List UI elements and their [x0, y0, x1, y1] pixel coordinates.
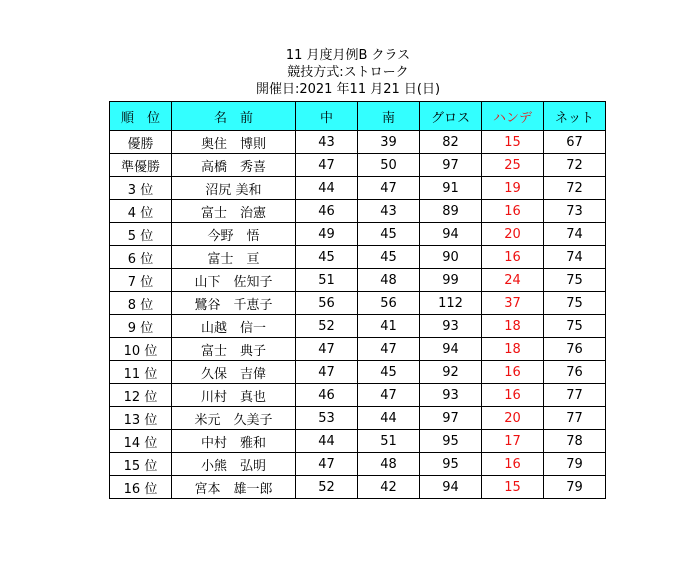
handicap-cell: 25	[482, 154, 544, 177]
front-score-cell: 43	[296, 131, 358, 154]
handicap-cell: 16	[482, 200, 544, 223]
gross-score-cell: 93	[420, 315, 482, 338]
name-cell: 今野 悟	[172, 223, 296, 246]
column-header-gross: グロス	[420, 102, 482, 131]
rank-cell: 14 位	[110, 430, 172, 453]
handicap-cell: 18	[482, 315, 544, 338]
gross-score-cell: 89	[420, 200, 482, 223]
name-cell: 富士 治憲	[172, 200, 296, 223]
table-row	[110, 384, 606, 407]
back-score-cell: 56	[358, 292, 420, 315]
gross-score-cell: 112	[420, 292, 482, 315]
gross-score-cell: 97	[420, 154, 482, 177]
column-header-net: ネット	[544, 102, 606, 131]
handicap-cell: 16	[482, 453, 544, 476]
rank-cell: 3 位	[110, 177, 172, 200]
back-score-cell: 45	[358, 361, 420, 384]
front-score-cell: 47	[296, 361, 358, 384]
handicap-cell: 24	[482, 269, 544, 292]
rank-cell: 9 位	[110, 315, 172, 338]
name-cell: 小熊 弘明	[172, 453, 296, 476]
table-row	[110, 131, 606, 154]
name-cell: 川村 真也	[172, 384, 296, 407]
table-row	[110, 476, 606, 499]
net-score-cell: 75	[544, 269, 606, 292]
net-score-cell: 76	[544, 338, 606, 361]
handicap-cell: 16	[482, 384, 544, 407]
net-score-cell: 76	[544, 361, 606, 384]
net-score-cell: 74	[544, 246, 606, 269]
rank-cell: 10 位	[110, 338, 172, 361]
gross-score-cell: 90	[420, 246, 482, 269]
front-score-cell: 52	[296, 476, 358, 499]
gross-score-cell: 97	[420, 407, 482, 430]
net-score-cell: 73	[544, 200, 606, 223]
front-score-cell: 47	[296, 453, 358, 476]
gross-score-cell: 82	[420, 131, 482, 154]
name-cell: 久保 吉偉	[172, 361, 296, 384]
name-cell: 沼尻 美和	[172, 177, 296, 200]
rank-cell: 11 位	[110, 361, 172, 384]
net-score-cell: 72	[544, 177, 606, 200]
back-score-cell: 51	[358, 430, 420, 453]
table-row	[110, 154, 606, 177]
table-header	[110, 102, 606, 131]
back-score-cell: 50	[358, 154, 420, 177]
gross-score-cell: 93	[420, 384, 482, 407]
gross-score-cell: 95	[420, 453, 482, 476]
gross-score-cell: 95	[420, 430, 482, 453]
table-row	[110, 223, 606, 246]
gross-score-cell: 92	[420, 361, 482, 384]
handicap-cell: 18	[482, 338, 544, 361]
handicap-cell: 15	[482, 131, 544, 154]
front-score-cell: 45	[296, 246, 358, 269]
gross-score-cell: 99	[420, 269, 482, 292]
rank-cell: 4 位	[110, 200, 172, 223]
front-score-cell: 44	[296, 177, 358, 200]
handicap-cell: 16	[482, 361, 544, 384]
front-score-cell: 49	[296, 223, 358, 246]
back-score-cell: 41	[358, 315, 420, 338]
front-score-cell: 51	[296, 269, 358, 292]
net-score-cell: 79	[544, 476, 606, 499]
table-row	[110, 269, 606, 292]
name-cell: 富士 亘	[172, 246, 296, 269]
table-row	[110, 200, 606, 223]
front-score-cell: 53	[296, 407, 358, 430]
rank-cell: 準優勝	[110, 154, 172, 177]
rank-cell: 6 位	[110, 246, 172, 269]
title-block	[0, 47, 696, 98]
rank-cell: 5 位	[110, 223, 172, 246]
back-score-cell: 47	[358, 338, 420, 361]
competition-date: 開催日:2021 年11 月21 日(日)	[255, 82, 441, 97]
rank-cell: 15 位	[110, 453, 172, 476]
net-score-cell: 75	[544, 292, 606, 315]
front-score-cell: 44	[296, 430, 358, 453]
rank-cell: 12 位	[110, 384, 172, 407]
competition-title: 11 月度月例B クラス	[285, 48, 411, 63]
name-cell: 中村 雅和	[172, 430, 296, 453]
column-header-front: 中	[296, 102, 358, 131]
front-score-cell: 46	[296, 384, 358, 407]
gross-score-cell: 94	[420, 338, 482, 361]
table-row	[110, 361, 606, 384]
net-score-cell: 74	[544, 223, 606, 246]
back-score-cell: 48	[358, 453, 420, 476]
front-score-cell: 47	[296, 338, 358, 361]
rank-cell: 優勝	[110, 131, 172, 154]
column-header-rank: 順 位	[110, 102, 172, 131]
front-score-cell: 56	[296, 292, 358, 315]
gross-score-cell: 94	[420, 223, 482, 246]
back-score-cell: 47	[358, 177, 420, 200]
header-row	[110, 102, 606, 131]
back-score-cell: 39	[358, 131, 420, 154]
back-score-cell: 42	[358, 476, 420, 499]
table-row	[110, 292, 606, 315]
front-score-cell: 46	[296, 200, 358, 223]
table-row	[110, 177, 606, 200]
net-score-cell: 79	[544, 453, 606, 476]
net-score-cell: 77	[544, 384, 606, 407]
name-cell: 高橋 秀喜	[172, 154, 296, 177]
table-row	[110, 315, 606, 338]
rank-cell: 7 位	[110, 269, 172, 292]
handicap-cell: 20	[482, 223, 544, 246]
net-score-cell: 75	[544, 315, 606, 338]
front-score-cell: 52	[296, 315, 358, 338]
back-score-cell: 45	[358, 246, 420, 269]
table-row	[110, 246, 606, 269]
name-cell: 米元 久美子	[172, 407, 296, 430]
results-table	[109, 101, 606, 499]
name-cell: 奥住 博則	[172, 131, 296, 154]
handicap-cell: 15	[482, 476, 544, 499]
back-score-cell: 48	[358, 269, 420, 292]
net-score-cell: 72	[544, 154, 606, 177]
handicap-cell: 19	[482, 177, 544, 200]
net-score-cell: 77	[544, 407, 606, 430]
name-cell: 山下 佐知子	[172, 269, 296, 292]
net-score-cell: 78	[544, 430, 606, 453]
table-row	[110, 453, 606, 476]
column-header-name: 名 前	[172, 102, 296, 131]
rank-cell: 13 位	[110, 407, 172, 430]
handicap-cell: 20	[482, 407, 544, 430]
competition-format: 競技方式:ストローク	[287, 65, 409, 80]
table-body	[110, 131, 606, 499]
table-row	[110, 430, 606, 453]
table-row	[110, 407, 606, 430]
column-header-handicap: ハンデ	[482, 102, 544, 131]
back-score-cell: 47	[358, 384, 420, 407]
handicap-cell: 37	[482, 292, 544, 315]
handicap-cell: 17	[482, 430, 544, 453]
gross-score-cell: 91	[420, 177, 482, 200]
name-cell: 富士 典子	[172, 338, 296, 361]
gross-score-cell: 94	[420, 476, 482, 499]
back-score-cell: 43	[358, 200, 420, 223]
back-score-cell: 45	[358, 223, 420, 246]
net-score-cell: 67	[544, 131, 606, 154]
column-header-back: 南	[358, 102, 420, 131]
handicap-cell: 16	[482, 246, 544, 269]
rank-cell: 16 位	[110, 476, 172, 499]
name-cell: 山越 信一	[172, 315, 296, 338]
rank-cell: 8 位	[110, 292, 172, 315]
name-cell: 鷺谷 千恵子	[172, 292, 296, 315]
front-score-cell: 47	[296, 154, 358, 177]
back-score-cell: 44	[358, 407, 420, 430]
table-row	[110, 338, 606, 361]
name-cell: 宮本 雄一郎	[172, 476, 296, 499]
